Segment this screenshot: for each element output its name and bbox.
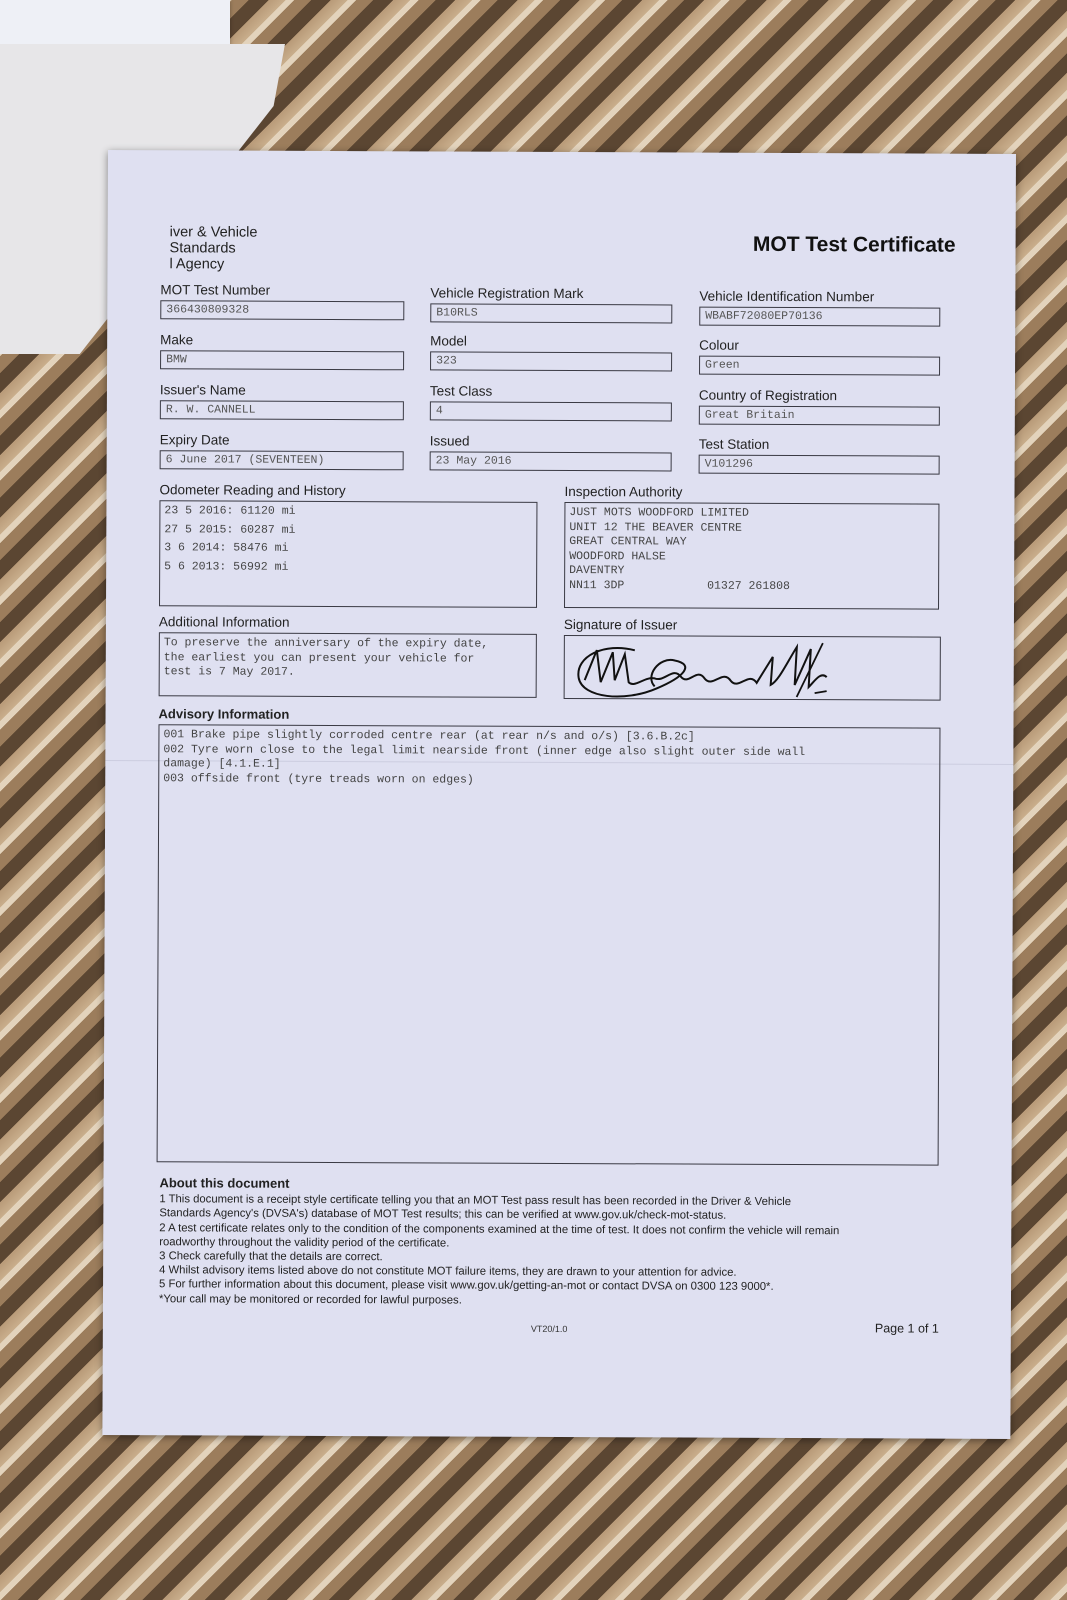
odometer-section [159,482,538,608]
about-line: Standards Agency's (DVSA's) database of MOT Test results; this can be verified at www.gov.uk/check-mot-status. [159,1207,727,1223]
issued-value: 23 May 2016 [430,451,672,471]
vin-value: WBABF72080EP70136 [699,307,940,327]
document-title: MOT Test Certificate [752,232,956,257]
test-class-field [430,383,672,421]
odometer-entry: 5 6 2013: 56992 mi [164,559,289,574]
country-field [699,388,940,426]
expiry-date-field [160,432,404,470]
additional-info-line: the earliest you can present your vehicle for [163,650,475,666]
odometer-entry: 3 6 2014: 58476 mi [164,541,289,555]
form-code: VT20/1.0 [530,1323,568,1335]
model-label: Model [430,333,467,349]
advisory-label: Advisory Information [158,706,290,722]
inspection-authority-label: Inspection Authority [564,483,683,500]
handwritten-signature [565,636,940,700]
registration-value: B10RLS [430,303,672,323]
registration-label: Vehicle Registration Mark [430,285,584,302]
odometer-entry: 23 5 2016: 61120 mi [164,504,296,518]
country-value: Great Britain [699,406,940,426]
make-field [160,332,404,370]
agency-line-3: l Agency [169,256,225,273]
issuer-name-value: R. W. CANNELL [160,400,404,420]
authority-line: GREAT CENTRAL WAY [569,535,687,549]
signature-section [564,617,941,701]
inspection-authority-box [564,502,939,610]
issuer-name-label: Issuer's Name [159,382,246,398]
about-line: 3 Check carefully that the details are correct. [159,1250,383,1264]
expiry-date-label: Expiry Date [159,432,230,448]
colour-value: Green [699,356,940,376]
authority-line: DAVENTRY [569,564,625,578]
additional-info-box [159,632,537,698]
advisory-line: 001 Brake pipe slightly corroded centre rear (at rear n/s and o/s) [3.6.B.2c] [163,728,695,744]
advisory-line: 002 Tyre worn close to the legal limit nearside front (inner edge also slight outer side wall [163,742,806,759]
issued-label: Issued [429,433,470,449]
about-line: 5 For further information about this document, please visit www.gov.uk/getting-an-mot or contact DVSA on 0300 123 9000*. [159,1278,774,1294]
advisory-section [157,706,941,1165]
registration-field [430,285,672,323]
test-station-field [699,437,940,475]
authority-line: UNIT 12 THE BEAVER CENTRE [569,520,742,535]
model-field [430,333,672,371]
mot-certificate-sheet [102,150,1016,1439]
mot-test-number-value: 366430809328 [160,300,404,320]
vin-field [699,289,940,327]
additional-info-label: Additional Information [158,614,290,630]
colour-field [699,338,940,376]
about-line: 1 This document is a receipt style certificate telling you that an MOT Test pass result has been recorded in the Driver & Vehicle [159,1193,792,1209]
odometer-entry: 27 5 2015: 60287 mi [164,522,296,537]
issuer-name-field [160,382,404,420]
signature-label: Signature of Issuer [563,616,678,633]
test-station-value: V101296 [699,455,940,475]
about-section [159,1176,960,1309]
vin-label: Vehicle Identification Number [699,288,875,305]
make-value: BMW [160,350,404,370]
advisory-line: 003 offside front (tyre treads worn on edges) [163,771,474,787]
make-label: Make [160,332,194,348]
test-station-label: Test Station [698,436,770,452]
about-heading: About this document [159,1175,290,1191]
test-class-label: Test Class [429,383,493,399]
additional-info-section [159,614,537,698]
agency-logo-text [169,224,257,272]
page-number: Page 1 of 1 [874,1321,939,1336]
about-line: roadworthy throughout the validity period of the certificate. [159,1236,450,1250]
authority-line: WOODFORD HALSE [569,549,666,563]
agency-line-1: iver & Vehicle [169,224,258,241]
authority-line: JUST MOTS WOODFORD LIMITED [569,506,749,520]
signature-box [564,635,941,701]
mot-test-number-field [160,282,404,320]
mot-test-number-label: MOT Test Number [160,282,271,298]
advisory-line: damage) [4.1.E.1] [163,757,281,771]
agency-line-2: Standards [169,240,236,257]
model-value: 323 [430,351,672,371]
additional-info-line: test is 7 May 2017. [163,665,295,679]
odometer-box [159,500,537,608]
country-label: Country of Registration [698,387,838,404]
additional-info-line: To preserve the anniversary of the expiry date, [163,636,489,651]
advisory-box [157,724,941,1165]
odometer-label: Odometer Reading and History [159,482,346,499]
inspection-authority-section [564,484,940,610]
about-line: *Your call may be monitored or recorded for lawful purposes. [158,1292,462,1307]
authority-line: NN11 3DP 01327 261808 [569,578,790,593]
colour-label: Colour [699,337,739,353]
about-line: 4 Whilst advisory items listed above do not constitute MOT failure items, they are drawn to your attention for advice. [159,1264,737,1279]
expiry-date-value: 6 June 2017 (SEVENTEEN) [160,450,404,470]
issued-field [430,433,672,471]
about-line: 2 A test certificate relates only to the condition of the components examined at the time of test. It does not confirm the vehicle will remain [159,1221,840,1237]
test-class-value: 4 [430,401,672,421]
